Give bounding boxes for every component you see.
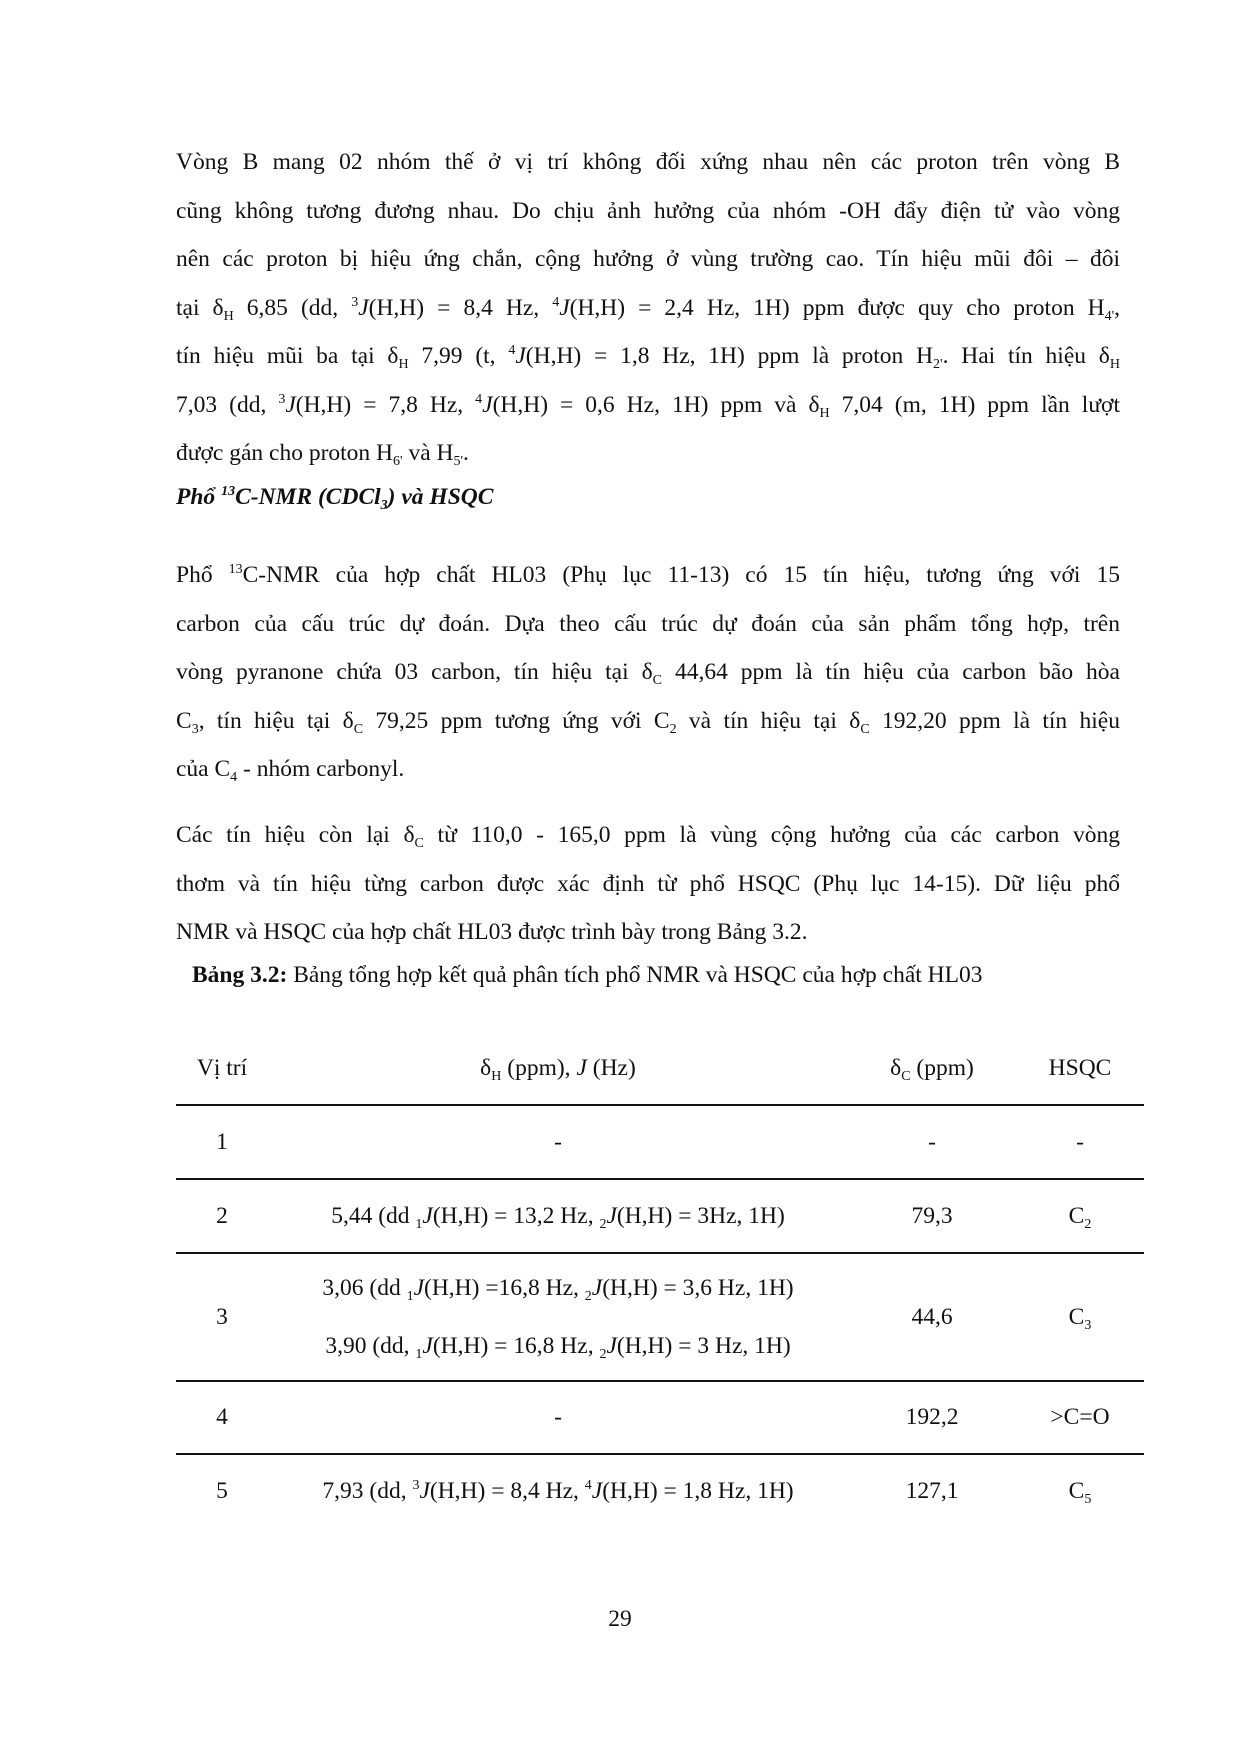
- subscript: 2: [599, 1347, 607, 1362]
- text-run: C-NMR của hợp chất HL03 (Phụ lục 11-13) có 15 tín hiệu, tương ứng với 15: [242, 562, 1120, 588]
- caption-text: Bảng tổng hợp kết quả phân tích phổ NMR và HSQC của hợp chất HL03: [287, 962, 983, 988]
- text-run: (H,H) = 3,6 Hz, 1H): [602, 1275, 794, 1301]
- cell-delta-h: [268, 1454, 848, 1527]
- text-line: cũng không tương đương nhau. Do chịu ảnh hưởng của nhóm -OH đẩy điện tử vào vòng: [176, 197, 1120, 224]
- text-run: - nhóm carbonyl.: [237, 756, 405, 782]
- text-line: [176, 332, 1120, 381]
- subscript: 2: [1084, 1216, 1092, 1232]
- cell-delta-c: 44,6: [848, 1253, 1016, 1381]
- cell-delta-c: 127,1: [848, 1454, 1016, 1527]
- subscript: 3: [1084, 1317, 1092, 1333]
- text-run: Các tín hiệu còn lại δ: [176, 822, 415, 848]
- text-line: nên các proton bị hiệu ứng chắn, cộng hưởng ở vùng trường cao. Tín hiệu mũi đôi – đôi: [176, 246, 1120, 272]
- paragraph-aromatic-carbons: [176, 811, 1120, 957]
- superscript: 13: [228, 562, 243, 577]
- italic-j: J: [419, 1477, 430, 1504]
- cell-hsqc: -: [1016, 1105, 1144, 1179]
- italic-j: J: [358, 294, 369, 321]
- subscript: H: [1109, 357, 1120, 372]
- text-run: 44,64 ppm là tín hiệu của carbon bão hòa: [662, 659, 1120, 685]
- italic-j: J: [591, 1477, 603, 1504]
- text-run: ,: [1114, 294, 1121, 321]
- italic-j: J: [482, 391, 493, 418]
- cell-hsqc: [1016, 1179, 1144, 1253]
- italic-j: J: [559, 294, 570, 321]
- cell-line: [268, 1317, 848, 1375]
- cell-delta-h: [268, 1253, 848, 1381]
- text-run: , tín hiệu tại δ: [198, 707, 354, 734]
- text-run: (H,H) = 1,8 Hz, 1H) ppm là proton H: [525, 343, 934, 369]
- text-run: 7,99 (t,: [408, 343, 509, 369]
- subscript: 5': [453, 454, 463, 469]
- nmr-results-table: [176, 1032, 1144, 1527]
- italic-j: J: [576, 1054, 587, 1081]
- italic-j: J: [591, 1275, 603, 1301]
- subscript: 2: [669, 721, 677, 737]
- subscript: H: [819, 405, 830, 421]
- cell-delta-h: -: [268, 1105, 848, 1179]
- text-run: .: [463, 440, 469, 466]
- italic-j: J: [515, 343, 526, 369]
- subscript: 5: [1084, 1491, 1092, 1507]
- subscript: 3: [380, 498, 388, 513]
- text-run: 7,93 (dd,: [322, 1477, 413, 1504]
- text-run: của C: [176, 756, 231, 782]
- header-hsqc: HSQC: [1048, 1054, 1112, 1081]
- subscript: 1: [415, 1216, 423, 1232]
- cell-position: 2: [176, 1179, 268, 1253]
- text-run: và tín hiệu tại δ: [676, 707, 861, 734]
- text-run: (ppm),: [501, 1054, 577, 1081]
- subscript: C: [414, 836, 424, 851]
- cell-hsqc: [1016, 1253, 1144, 1381]
- text-run: 5,44 (dd: [331, 1202, 416, 1229]
- subscript: C: [860, 721, 870, 737]
- superscript: 3: [278, 391, 286, 407]
- text-run: (H,H) = 7,8 Hz,: [295, 391, 476, 418]
- text-run: 6,85 (dd,: [233, 294, 352, 321]
- superscript: 4: [552, 294, 560, 310]
- text-line: [176, 429, 1120, 478]
- cell-delta-h: [268, 1179, 848, 1253]
- cell-line: [268, 1259, 848, 1317]
- table-row: [176, 1253, 1144, 1381]
- text-run: 3,90 (dd,: [325, 1333, 416, 1359]
- paragraph-ring-b-protons: [176, 138, 1120, 478]
- text-run: 7,03 (dd,: [176, 391, 279, 418]
- superscript: 4: [508, 343, 516, 358]
- text-run: 7,04 (m, 1H) ppm lần lượt: [829, 391, 1121, 418]
- superscript: 3: [412, 1477, 420, 1493]
- text-run: (H,H) = 1,8 Hz, 1H): [602, 1477, 794, 1504]
- section-heading-13c-nmr: [176, 484, 493, 511]
- italic-j: J: [422, 1202, 433, 1229]
- table-row: [176, 1454, 1144, 1527]
- superscript: 13: [221, 484, 236, 499]
- text-run: 79,25 ppm tương ứng với C: [363, 707, 670, 734]
- cell-position: 5: [176, 1454, 268, 1527]
- superscript: 4: [584, 1477, 592, 1493]
- text-line: [176, 745, 1120, 794]
- table-header-row: [176, 1032, 1144, 1105]
- text-run: từ 110,0 - 165,0 ppm là vùng cộng hưởng của các carbon vòng: [423, 822, 1120, 848]
- italic-j: J: [285, 391, 296, 418]
- text-line: NMR và HSQC của hợp chất HL03 được trình bày trong Bảng 3.2.: [176, 919, 808, 945]
- table-row: [176, 1179, 1144, 1253]
- italic-j: J: [413, 1275, 425, 1301]
- subscript: 2: [584, 1289, 592, 1304]
- cell-position: 4: [176, 1381, 268, 1454]
- text-run: C: [1068, 1477, 1085, 1504]
- text-line: [176, 381, 1120, 430]
- text-run: 3,06 (dd: [322, 1275, 407, 1301]
- subscript: 3: [191, 721, 199, 737]
- cell-delta-c: 192,2: [848, 1381, 1016, 1454]
- text-line: Vòng B mang 02 nhóm thế ở vị trí không đối xứng nhau nên các proton trên vòng B: [176, 149, 1120, 175]
- text-run: Phổ: [176, 484, 222, 510]
- italic-j: J: [422, 1333, 433, 1359]
- text-run: (H,H) = 0,6 Hz, 1H) ppm và δ: [492, 391, 820, 418]
- table-row: [176, 1105, 1144, 1179]
- text-line: [176, 284, 1120, 333]
- text-run: ) và HSQC: [387, 484, 494, 510]
- subscript: C: [652, 673, 662, 688]
- caption-label: Bảng 3.2:: [192, 962, 288, 988]
- text-run: và H: [402, 440, 454, 466]
- subscript: 2': [933, 357, 943, 372]
- subscript: H: [398, 357, 409, 372]
- cell-position: 3: [176, 1253, 268, 1381]
- text-line: [176, 697, 1120, 746]
- subscript: 4': [1104, 308, 1115, 324]
- text-run: (H,H) = 3 Hz, 1H): [616, 1333, 791, 1359]
- header-delta-h: [268, 1032, 848, 1105]
- text-run: (H,H) = 3Hz, 1H): [616, 1202, 785, 1229]
- text-run: 192,20 ppm là tín hiệu: [869, 707, 1120, 734]
- text-run: vòng pyranone chứa 03 carbon, tín hiệu tại δ: [176, 659, 653, 685]
- text-run: (ppm): [910, 1054, 974, 1081]
- cell-hsqc: [1016, 1454, 1144, 1527]
- subscript: H: [491, 1068, 502, 1084]
- superscript: 4: [475, 391, 483, 407]
- text-run: δ: [480, 1054, 492, 1081]
- text-run: δ: [890, 1054, 902, 1081]
- header-delta-c: [848, 1032, 1016, 1105]
- italic-j: J: [606, 1202, 617, 1229]
- text-line: [176, 648, 1120, 697]
- paragraph-13c-nmr: [176, 551, 1120, 794]
- text-line: carbon của cấu trúc dự đoán. Dựa theo cấu trúc dự đoán của sản phẩm tổng hợp, trên: [176, 610, 1120, 637]
- subscript: 6': [393, 454, 403, 469]
- text-run: C-NMR (CDCl: [235, 484, 381, 510]
- cell-delta-h: -: [268, 1381, 848, 1454]
- text-run: (H,H) =16,8 Hz,: [424, 1275, 585, 1301]
- table-row: [176, 1381, 1144, 1454]
- cell-delta-c: 79,3: [848, 1179, 1016, 1253]
- cell-position: 1: [176, 1105, 268, 1179]
- cell-delta-c: -: [848, 1105, 1016, 1179]
- text-line: thơm và tín hiệu từng carbon được xác định từ phổ HSQC (Phụ lục 14-15). Dữ liệu phổ: [176, 870, 1120, 897]
- text-run: (Hz): [586, 1054, 636, 1081]
- subscript: H: [223, 308, 234, 324]
- text-line: [176, 551, 1120, 600]
- text-run: (H,H) = 8,4 Hz,: [429, 1477, 585, 1504]
- text-run: (H,H) = 16,8 Hz,: [432, 1333, 600, 1359]
- header-position: Vị trí: [196, 1054, 248, 1081]
- text-run: được gán cho proton H: [176, 440, 394, 466]
- page-number: 29: [608, 1606, 632, 1632]
- text-run: Phổ: [176, 562, 229, 588]
- text-run: (H,H) = 2,4 Hz, 1H) ppm được quy cho proton H: [569, 294, 1105, 321]
- subscript: 1: [406, 1289, 414, 1304]
- text-run: . Hai tín hiệu δ: [942, 343, 1110, 369]
- text-run: tín hiệu mũi ba tại δ: [176, 343, 399, 369]
- subscript: C: [353, 721, 364, 737]
- italic-j: J: [606, 1333, 617, 1359]
- table-caption: [192, 962, 982, 989]
- text-line: [176, 811, 1120, 860]
- subscript: C: [901, 1068, 911, 1084]
- subscript: 2: [599, 1216, 607, 1232]
- superscript: 3: [351, 294, 359, 310]
- subscript: 1: [415, 1347, 423, 1362]
- text-run: C: [1068, 1303, 1085, 1330]
- subscript: 4: [230, 770, 238, 785]
- text-run: C: [1068, 1202, 1085, 1229]
- text-run: C: [176, 707, 192, 734]
- text-run: (H,H) = 8,4 Hz,: [368, 294, 553, 321]
- cell-hsqc: >C=O: [1016, 1381, 1144, 1454]
- text-run: (H,H) = 13,2 Hz,: [432, 1202, 600, 1229]
- text-run: tại δ: [176, 294, 224, 321]
